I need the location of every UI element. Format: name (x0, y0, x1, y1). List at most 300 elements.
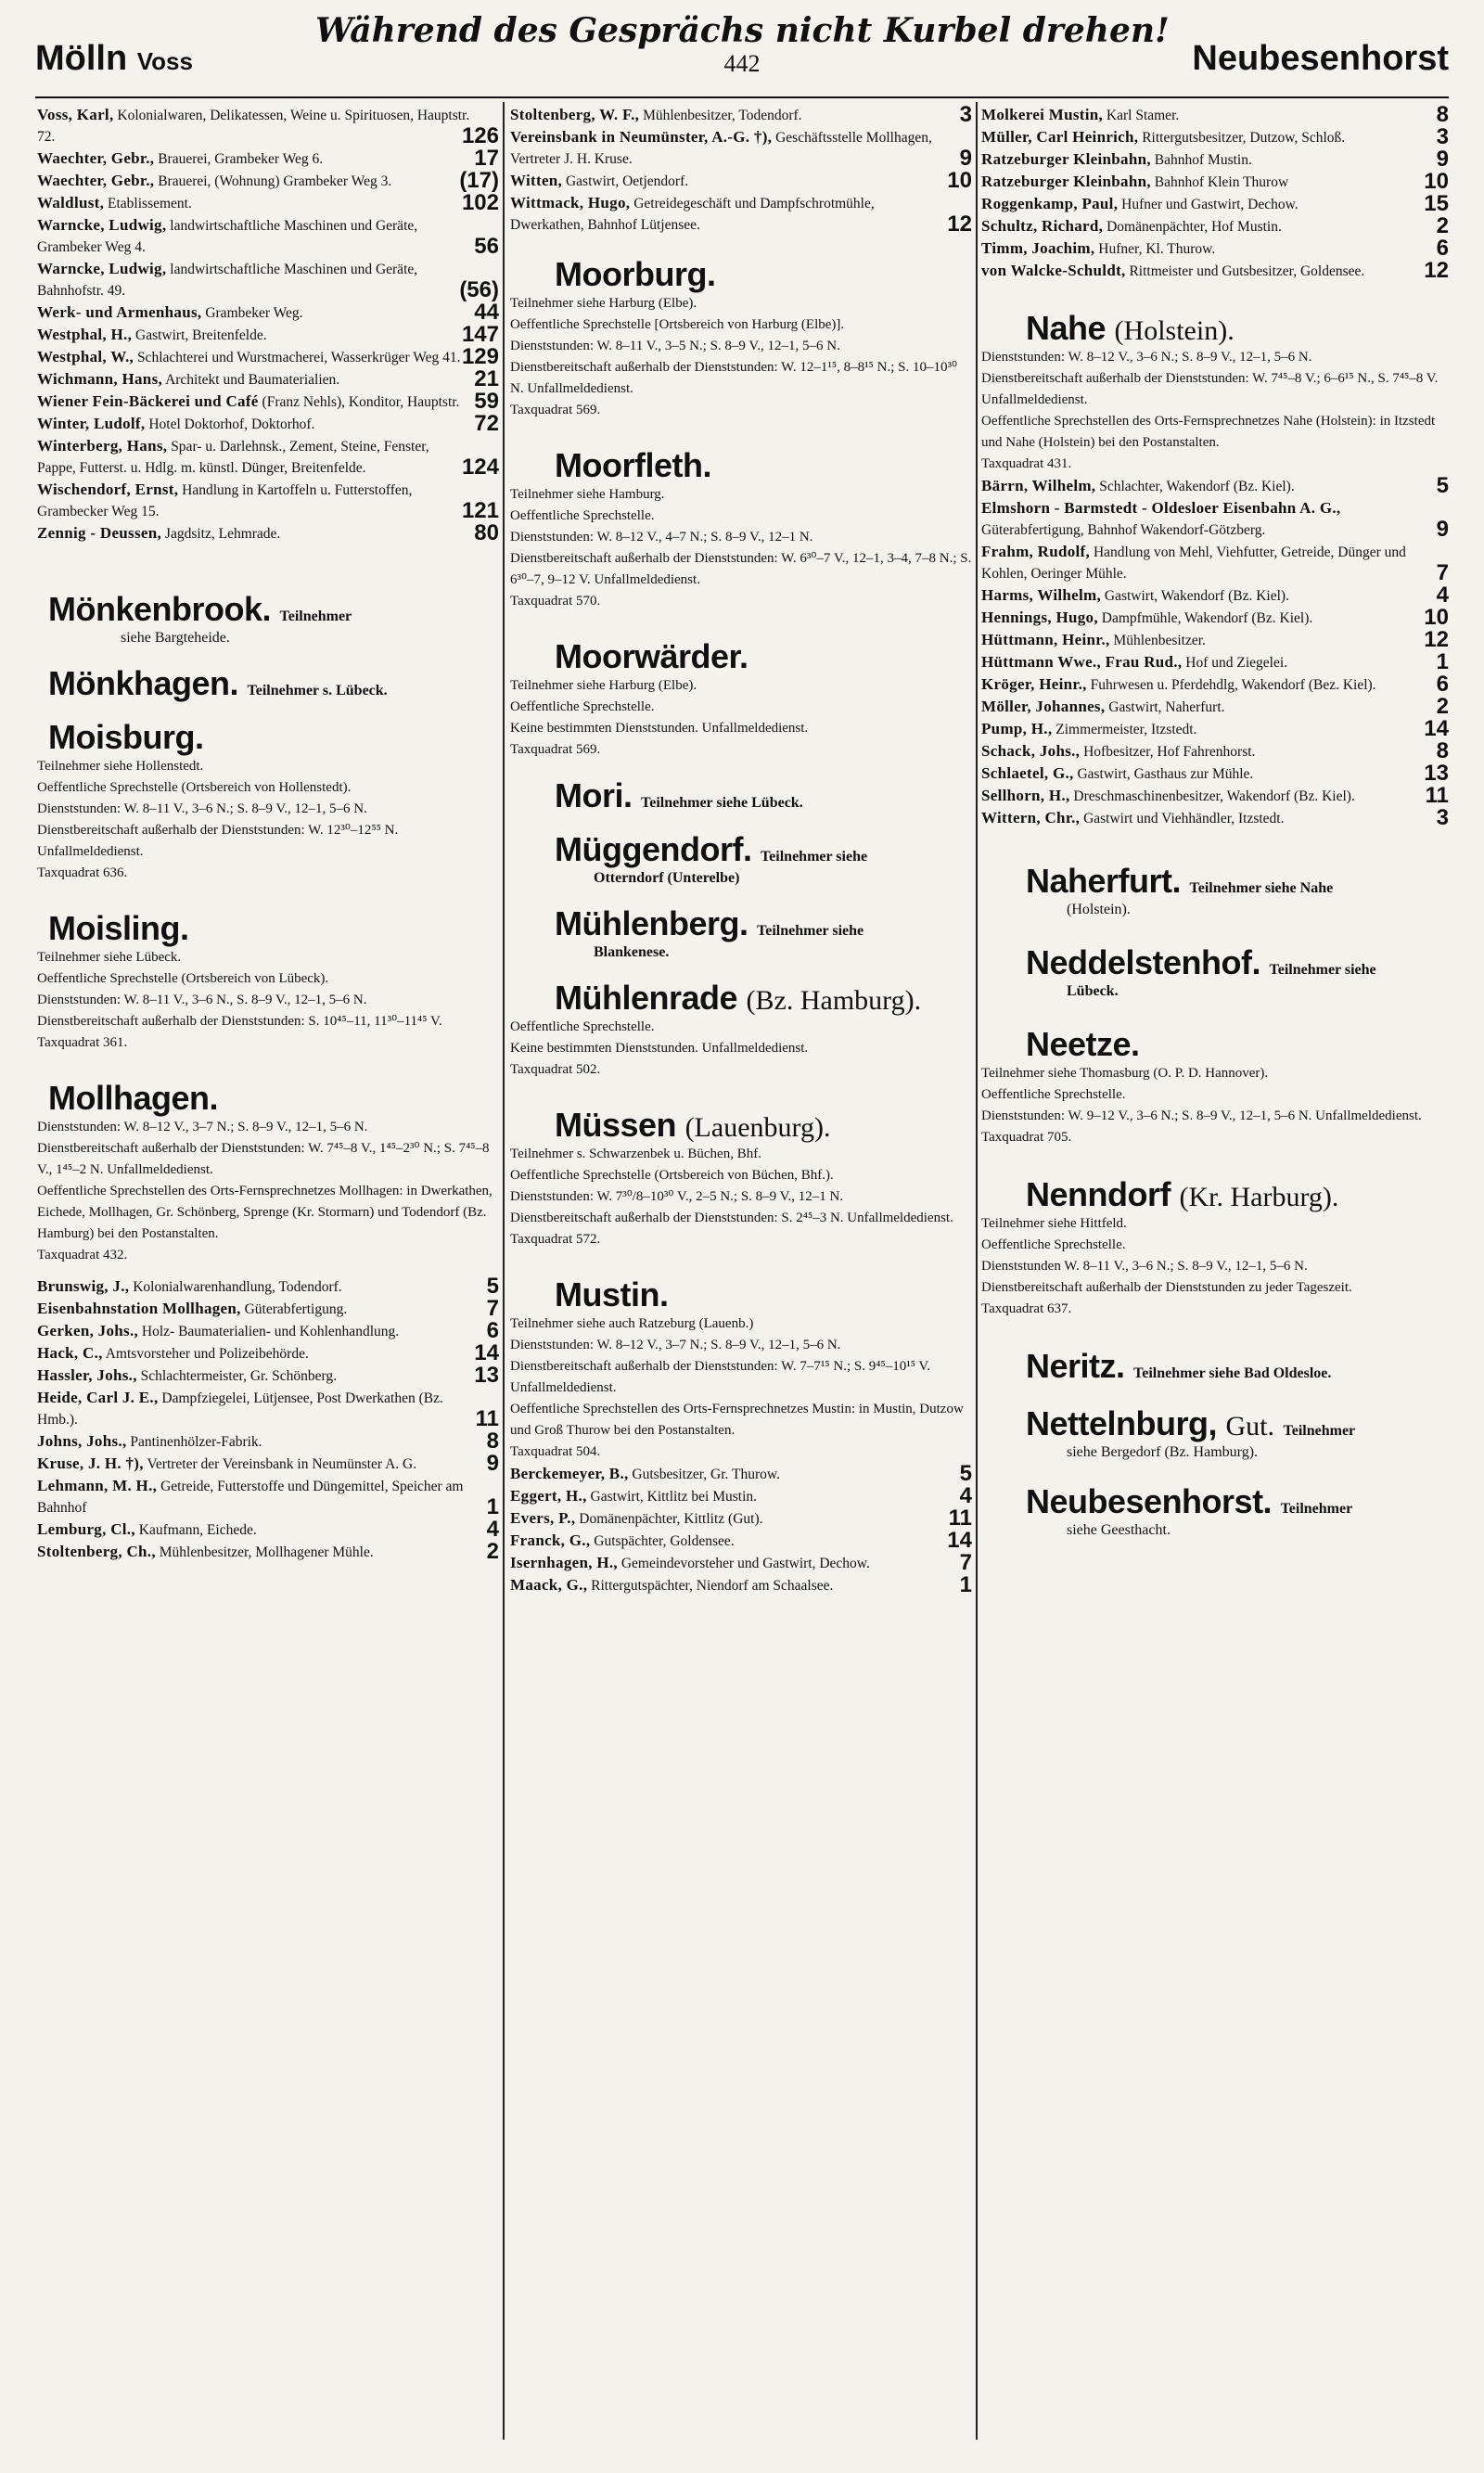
place-qualifier: (Lauenburg). (684, 1112, 831, 1143)
phone-number: 7 (1436, 560, 1449, 585)
subscriber-name: Wittern, Chr., (981, 809, 1081, 826)
service-line: Dienstbereitschaft außerhalb der Dienststunden: W. 7⁴⁵–8 V.; 6–6¹⁵ N., S. 7⁴⁵–8 V. Unfallmeldedienst. (981, 371, 1439, 407)
subscriber-name: Winterberg, Hans, (37, 437, 168, 455)
phone-number: (56) (459, 277, 499, 302)
place-heading: Neetze. (1026, 1025, 1140, 1063)
service-line: Taxquadrat 504. (510, 1444, 601, 1459)
phone-number: 10 (947, 168, 972, 193)
phone-number: 121 (461, 498, 499, 523)
service-line: Dienststunden W. 8–11 V., 3–6 N.; S. 8–9 V., 12–1, 5–6 N. (981, 1259, 1308, 1274)
subscriber-entry (981, 193, 1449, 215)
phone-number: 9 (959, 146, 972, 171)
subscriber-details: Gastwirt und Viehhändler, Itzstedt. (1083, 811, 1285, 826)
phone-number: 2 (1436, 213, 1449, 238)
subscriber-name: Waechter, Gebr., (37, 172, 155, 189)
place-heading: Moisling. (48, 909, 189, 947)
subscriber-details: Schlachterei und Wurstmacherei, Wasserkrüger Weg 41. (136, 350, 461, 365)
service-line: Oeffentliche Sprechstelle. (981, 1087, 1126, 1102)
subscriber-entry (981, 651, 1449, 673)
subscriber-details: Amtsvorsteher und Polizeibehörde. (105, 1346, 309, 1362)
subscriber-details: Handlung von Mehl, Viehfutter, Getreide, Dünger und Kohlen, Oeringer Mühle. (981, 545, 1406, 582)
place-heading (1026, 1483, 1449, 1520)
place-name: Naherfurt. (1026, 862, 1182, 900)
subscriber-details: Etablissement. (108, 196, 192, 211)
subscriber-entry (37, 192, 499, 214)
phone-number: 4 (486, 1517, 499, 1542)
service-line: Oeffentliche Sprechstellen des Orts-Fernsprechnetzes Nahe (Holstein): in Itzstedt und Nahe (Holstein) bei den Postanstalten. (981, 414, 1436, 450)
phone-number: 11 (1425, 783, 1449, 808)
subscriber-name: Wiener Fein-Bäckerei und Café (37, 392, 259, 410)
subscriber-details: Kolonialwaren, Delikatessen, Weine u. Spirituosen, Hauptstr. 72. (37, 108, 470, 145)
place-heading: Moisburg. (48, 718, 204, 756)
phone-number: 126 (461, 123, 499, 148)
subscriber-entry (37, 1342, 499, 1365)
place-heading (555, 1107, 972, 1144)
subscriber-entry (37, 1518, 499, 1541)
subscriber-entry (981, 148, 1449, 171)
subscriber-details: Dampfmühle, Wakendorf (Bz. Kiel). (1101, 610, 1313, 626)
phone-number: 4 (1436, 583, 1449, 608)
service-line: Dienstbereitschaft außerhalb der Dienststunden: W. 12–1¹⁵, 8–8¹⁵ N.; S. 10–10³⁰ N. Unfallmeldedienst. (510, 360, 957, 396)
subscriber-entry (37, 1365, 499, 1387)
phone-number: 13 (1424, 761, 1449, 786)
phone-number: 102 (461, 190, 499, 215)
subscriber-details: Dampfziegelei, Lütjensee, Post Dwerkathen (Bz. Hmb.). (37, 1390, 443, 1428)
subscriber-name: Zennig - Deussen, (37, 524, 162, 542)
service-line: Taxquadrat 432. (37, 1248, 128, 1262)
place-name: Nettelnburg, (1026, 1404, 1217, 1442)
phone-number: 6 (1436, 672, 1449, 697)
column-divider (976, 102, 978, 2440)
subscriber-details: Mühlenbesitzer. (1113, 633, 1206, 648)
subscriber-entry (37, 346, 499, 368)
place-note: Teilnehmer siehe (1269, 962, 1376, 978)
subscriber-entry (981, 171, 1449, 193)
service-line: Teilnehmer siehe Thomasburg (O. P. D. Hannover). (981, 1066, 1269, 1081)
place-name: Nenndorf (1026, 1175, 1171, 1213)
subscriber-details: Holz- Baumaterialien- und Kohlenhandlung. (141, 1324, 400, 1339)
place-name: Mönkenbrook. (48, 590, 272, 628)
subscriber-entry (37, 413, 499, 435)
phone-number: 7 (486, 1296, 499, 1321)
phone-number: 72 (474, 411, 499, 436)
subscriber-entry (37, 214, 499, 258)
place-note: Teilnehmer siehe Lübeck. (641, 795, 803, 811)
service-line: Dienststunden: W. 8–12 V., 3–7 N.; S. 8–9 V., 12–1, 5–6 N. (37, 1120, 368, 1134)
place-name: Neddelstenhof. (1026, 943, 1261, 981)
service-line: Taxquadrat 569. (510, 742, 601, 757)
subscriber-name: Timm, Joachim, (981, 239, 1095, 257)
subscriber-details: (Franz Nehls), Konditor, Hauptstr. (262, 394, 460, 410)
subscriber-details: Gutspächter, Goldensee. (594, 1533, 735, 1549)
subscriber-name: Waechter, Gebr., (37, 149, 155, 167)
service-line: Dienstbereitschaft außerhalb der Dienststunden: S. 10⁴⁵–11, 11³⁰–11⁴⁵ V. (37, 1014, 442, 1029)
subscriber-entry (981, 475, 1449, 497)
subscriber-details: Schlachter, Wakendorf (Bz. Kiel). (1099, 479, 1295, 494)
phone-number: 13 (474, 1363, 499, 1388)
subscriber-name: Schultz, Richard, (981, 217, 1104, 235)
place-name: Mönkhagen. (48, 664, 239, 702)
place-heading (1026, 1405, 1449, 1442)
column-divider (503, 102, 505, 2440)
place-note: Teilnehmer siehe Nahe (1189, 880, 1334, 896)
subscriber-name: Winter, Ludolf, (37, 415, 146, 432)
phone-number: 8 (1436, 738, 1449, 763)
subscriber-name: Hennings, Hugo, (981, 609, 1098, 626)
subscriber-name: Frahm, Rudolf, (981, 543, 1091, 560)
column-3 (981, 104, 1449, 1541)
subscriber-entry (981, 607, 1449, 629)
service-line: Teilnehmer siehe auch Ratzeburg (Lauenb.) (510, 1316, 754, 1331)
subscriber-entry (37, 301, 499, 324)
subscriber-name: Kröger, Heinr., (981, 675, 1087, 693)
service-line: Dienstbereitschaft außerhalb der Dienststunden: W. 12³⁰–12⁵⁵ N. Unfallmeldedienst. (37, 823, 399, 859)
service-line: Taxquadrat 705. (981, 1130, 1072, 1145)
service-line: Taxquadrat 502. (510, 1062, 601, 1077)
place-heading (555, 980, 972, 1017)
subscriber-entry (37, 1298, 499, 1320)
subscriber-entry (981, 104, 1449, 126)
header-rule (35, 96, 1449, 98)
subscriber-entry (981, 237, 1449, 260)
subscriber-details: Hufner, Kl. Thurow. (1098, 241, 1216, 257)
subscriber-entry (981, 497, 1449, 541)
place-note: Teilnehmer (279, 609, 352, 624)
phone-number: 12 (1424, 258, 1449, 283)
subscriber-entry (981, 718, 1449, 740)
header-place-sub: Voss (136, 47, 193, 75)
place-heading (1026, 1348, 1449, 1385)
subscriber-entry (37, 1475, 499, 1518)
subscriber-details: Pantinenhölzer-Fabrik. (130, 1434, 262, 1450)
subscriber-entry (37, 104, 499, 147)
place-heading (1026, 944, 1449, 981)
header-place: Mölln (35, 39, 128, 78)
phone-number: 11 (948, 1506, 972, 1531)
service-line: Dienststunden: W. 8–11 V., 3–6 N., S. 8–9 V., 12–1, 5–6 N. (37, 993, 367, 1007)
place-heading (555, 831, 972, 868)
phone-number: 8 (1436, 102, 1449, 127)
subscriber-details: Gastwirt, Breitenfelde. (135, 327, 267, 343)
subscriber-entry (37, 147, 499, 170)
subscriber-name: Westphal, H., (37, 326, 133, 343)
service-line: Teilnehmer siehe Lübeck. (37, 950, 182, 965)
subscriber-name: Harms, Wilhelm, (981, 586, 1102, 604)
subscriber-name: Ratzeburger Kleinbahn, (981, 173, 1151, 190)
subscriber-entry (37, 522, 499, 545)
subscriber-details: Gutsbesitzer, Gr. Thurow. (632, 1467, 780, 1482)
phone-number: 14 (1424, 716, 1449, 741)
subscriber-name: Isernhagen, H., (510, 1554, 618, 1571)
place-heading (48, 665, 499, 702)
subscriber-name: Wittmack, Hugo, (510, 194, 631, 211)
subscriber-entry (981, 762, 1449, 785)
subscriber-name: Wichmann, Hans, (37, 370, 163, 388)
subscriber-details: Hof und Ziegelei. (1185, 655, 1288, 671)
subscriber-entry (37, 1453, 499, 1475)
subscriber-name: Lemburg, Cl., (37, 1520, 135, 1538)
subscriber-entry (510, 192, 972, 236)
subscriber-name: Bärrn, Wilhelm, (981, 477, 1096, 494)
service-line: Oeffentliche Sprechstellen des Orts-Fernsprechnetzes Mustin: in Mustin, Dutzow und Groß Thurow bei den Postanstalten. (510, 1402, 964, 1438)
place-heading (1026, 1176, 1449, 1213)
place-heading: Moorwärder. (555, 637, 748, 675)
phone-number: (17) (459, 168, 499, 193)
subscriber-details: Jagdsitz, Lehmrade. (164, 526, 281, 542)
place-note: siehe Geesthacht. (1067, 1522, 1171, 1538)
subscriber-details: Zimmermeister, Itzstedt. (1055, 722, 1197, 737)
place-name: Müggendorf. (555, 830, 752, 868)
service-line: Teilnehmer siehe Hittfeld. (981, 1216, 1127, 1231)
phone-number: 5 (959, 1461, 972, 1486)
subscriber-details: Architekt und Baumaterialien. (165, 372, 340, 388)
subscriber-entry (981, 807, 1449, 829)
phone-number: 56 (474, 234, 499, 259)
subscriber-entry (981, 696, 1449, 718)
phone-number: 1 (1436, 649, 1449, 674)
phone-number: 10 (1424, 605, 1449, 630)
subscriber-details: Rittmeister und Gutsbesitzer, Goldensee. (1129, 263, 1365, 279)
subscriber-details: Hotel Doktorhof, Doktorhof. (148, 416, 315, 432)
subscriber-details: Getreidegeschäft und Dampfschrotmühle, Dwerkathen, Bahnhof Lütjensee. (510, 196, 875, 233)
service-line: Oeffentliche Sprechstelle. (510, 1019, 655, 1034)
subscriber-name: Franck, G., (510, 1531, 591, 1549)
phone-number: 2 (1436, 694, 1449, 719)
service-line: Keine bestimmten Dienststunden. Unfallmeldedienst. (510, 721, 809, 736)
subscriber-name: Berckemeyer, B., (510, 1465, 629, 1482)
service-line: Dienststunden: W. 8–12 V., 3–7 N.; S. 8–9 V., 12–1, 5–6 N. (510, 1338, 841, 1352)
subscriber-entry (37, 368, 499, 391)
place-name: Neubesenhorst. (1026, 1482, 1273, 1520)
service-line: Taxquadrat 636. (37, 865, 128, 880)
subscriber-details: Hufner und Gastwirt, Dechow. (1121, 197, 1298, 212)
subscriber-name: Warncke, Ludwig, (37, 260, 167, 277)
subscriber-entry (37, 391, 499, 413)
phone-number: 8 (486, 1429, 499, 1454)
subscriber-details: Geschäftsstelle Mollhagen, Vertreter J. H. Kruse. (510, 130, 932, 167)
subscriber-details: Brauerei, (Wohnung) Grambeker Weg 3. (158, 173, 392, 189)
service-line: Keine bestimmten Dienststunden. Unfallmeldedienst. (510, 1041, 809, 1056)
subscriber-entry (981, 740, 1449, 762)
subscriber-name: Waldlust, (37, 194, 105, 211)
subscriber-details: Gastwirt, Gasthaus zur Mühle. (1077, 766, 1254, 782)
subscriber-details: Domänenpächter, Kittlitz (Gut). (579, 1511, 763, 1527)
page-header (0, 0, 1484, 102)
place-heading: Mollhagen. (48, 1079, 218, 1117)
place-note: Teilnehmer siehe (760, 849, 868, 865)
phone-number: 147 (461, 322, 499, 347)
subscriber-entry (37, 1430, 499, 1453)
place-heading (48, 591, 499, 628)
subscriber-entry (981, 584, 1449, 607)
place-name: Müssen (555, 1106, 677, 1144)
phone-number: 4 (959, 1483, 972, 1508)
subscriber-name: Schack, Johs., (981, 742, 1081, 760)
place-heading: Moorfleth. (555, 446, 711, 484)
place-name: Mori. (555, 776, 633, 814)
place-note: siehe Bargteheide. (121, 630, 230, 646)
subscriber-details: Gemeindevorsteher und Gastwirt, Dechow. (620, 1556, 870, 1571)
subscriber-name: Hüttmann, Heinr., (981, 631, 1110, 648)
subscriber-details: Spar- u. Darlehnsk., Zement, Steine, Fenster, Pappe, Futterst. u. Hdlg. m. künstl. Dünger, Breitenfelde. (37, 439, 429, 476)
place-note: (Holstein). (1067, 902, 1131, 917)
subscriber-details: Kolonialwarenhandlung, Todendorf. (133, 1279, 342, 1295)
service-line: Oeffentliche Sprechstelle [Ortsbereich von Harburg (Elbe)]. (510, 317, 845, 332)
subscriber-details: Gastwirt, Naherfurt. (1108, 699, 1225, 715)
place-note: Teilnehmer siehe (757, 923, 864, 939)
service-line: Unfallmeldedienst. (510, 1380, 617, 1395)
service-line: Dienststunden: W. 9–12 V., 3–6 N.; S. 8–9 V., 12–1, 5–6 N. Unfallmeldedienst. (981, 1108, 1422, 1123)
phone-number: 21 (474, 366, 499, 391)
phone-number: 9 (1436, 147, 1449, 172)
service-line: Oeffentliche Sprechstelle (Ortsbereich von Büchen, Bhf.). (510, 1168, 834, 1183)
place-name: Neritz. (1026, 1347, 1125, 1385)
place-heading (1026, 863, 1449, 900)
place-qualifier: (Holstein). (1114, 315, 1235, 346)
subscriber-name: von Walcke-Schuldt, (981, 262, 1126, 279)
subscriber-entry (37, 170, 499, 192)
column-1 (37, 104, 499, 1563)
phone-number: 9 (486, 1451, 499, 1476)
subscriber-details: Rittergutspächter, Niendorf am Schaalsee. (591, 1578, 834, 1594)
subscriber-entry (510, 170, 972, 192)
place-note: Teilnehmer (1283, 1423, 1356, 1439)
subscriber-entry (510, 1530, 972, 1552)
subscriber-details: Bahnhof Klein Thurow (1154, 174, 1289, 190)
subscriber-name: Heide, Carl J. E., (37, 1389, 159, 1406)
place-note: Teilnehmer (1280, 1501, 1353, 1517)
subscriber-entry (510, 1485, 972, 1507)
service-line: Oeffentliche Sprechstellen des Orts-Fernsprechnetzes Mollhagen: in Dwerkathen, Eichede, Mollhagen, Gr. Schönberg, Sprenge (Kr. Stormarn) und Todendorf (Bz. Hamburg) bei den Postanstalten. (37, 1184, 493, 1241)
service-line: Oeffentliche Sprechstelle (Ortsbereich von Lübeck). (37, 971, 329, 986)
subscriber-entry (981, 260, 1449, 282)
subscriber-name: Müller, Carl Heinrich, (981, 128, 1139, 146)
place-name: Mühlenberg. (555, 904, 748, 942)
place-heading: Mustin. (555, 1275, 669, 1313)
service-line: Oeffentliche Sprechstelle. (510, 508, 655, 523)
subscriber-details: Gastwirt, Wakendorf (Bz. Kiel). (1104, 588, 1289, 604)
service-line: Dienstbereitschaft außerhalb der Dienststunden: W. 7–7¹⁵ N.; S. 9⁴⁵–10¹⁵ V. (510, 1359, 931, 1374)
subscriber-name: Warncke, Ludwig, (37, 216, 167, 234)
subscriber-details: Bahnhof Mustin. (1154, 152, 1252, 168)
subscriber-details: Mühlenbesitzer, Todendorf. (643, 108, 802, 123)
service-line: Dienstbereitschaft außerhalb der Dienststunden zu jeder Tageszeit. (981, 1280, 1352, 1295)
subscriber-entry (37, 324, 499, 346)
subscriber-entry (37, 435, 499, 479)
subscriber-name: Lehmann, M. H., (37, 1477, 158, 1494)
phone-number: 3 (1436, 124, 1449, 149)
phone-number: 44 (474, 300, 499, 325)
phone-number: 10 (1424, 169, 1449, 194)
subscriber-entry (981, 785, 1449, 807)
phone-number: 2 (486, 1539, 499, 1564)
subscriber-name: Brunswig, J., (37, 1277, 130, 1295)
subscriber-details: Dreschmaschinenbesitzer, Wakendorf (Bz. Kiel). (1073, 788, 1355, 804)
service-line: Dienstbereitschaft außerhalb der Dienststunden: W. 7⁴⁵–8 V., 1⁴⁵–2³⁰ N.; S. 7⁴⁵–8 V., 1⁴⁵–2 N. Unfallmeldedienst. (37, 1141, 490, 1177)
subscriber-name: Witten, (510, 172, 563, 189)
phone-number: 3 (959, 102, 972, 127)
subscriber-entry (981, 215, 1449, 237)
phone-number: 6 (1436, 236, 1449, 261)
service-line: Taxquadrat 570. (510, 594, 601, 609)
subscriber-name: Stoltenberg, W. F., (510, 106, 640, 123)
subscriber-entry (510, 126, 972, 170)
subscriber-details: Fuhrwesen u. Pferdehdlg, Wakendorf (Bez. Kiel). (1090, 677, 1376, 693)
phone-number: 6 (486, 1318, 499, 1343)
phone-number: 80 (474, 520, 499, 545)
subscriber-details: Karl Stamer. (1106, 108, 1180, 123)
service-line: Teilnehmer siehe Hamburg. (510, 487, 665, 502)
service-line: Oeffentliche Sprechstelle. (981, 1237, 1126, 1252)
column-2 (510, 104, 972, 1596)
service-line: Oeffentliche Sprechstelle. (510, 699, 655, 714)
place-note: Blankenese. (594, 944, 670, 960)
subscriber-name: Gerken, Johs., (37, 1322, 139, 1339)
subscriber-details: Güterabfertigung. (244, 1301, 348, 1317)
phone-number: 7 (959, 1550, 972, 1575)
subscriber-details: Rittergutsbesitzer, Dutzow, Schloß. (1142, 130, 1346, 146)
phone-number: 5 (486, 1274, 499, 1299)
subscriber-entry (510, 1507, 972, 1530)
place-qualifier: (Bz. Hamburg). (746, 985, 922, 1016)
subscriber-name: Ratzeburger Kleinbahn, (981, 150, 1151, 168)
subscriber-entry (981, 673, 1449, 696)
place-heading (1026, 310, 1449, 347)
subscriber-details: Vertreter der Vereinsbank in Neumünster A. G. (147, 1456, 417, 1472)
phone-number: 1 (959, 1572, 972, 1597)
subscriber-entry (510, 1463, 972, 1485)
place-heading: Moorburg. (555, 255, 716, 293)
place-heading (555, 905, 972, 942)
subscriber-name: Sellhorn, H., (981, 787, 1070, 804)
subscriber-entry (981, 126, 1449, 148)
subscriber-entry (37, 1541, 499, 1563)
subscriber-name: Werk- und Armenhaus, (37, 303, 202, 321)
phone-number: 9 (1436, 517, 1449, 542)
service-line: Taxquadrat 572. (510, 1232, 601, 1247)
phone-number: 129 (461, 344, 499, 369)
header-left (35, 39, 193, 79)
subscriber-details: Güterabfertigung, Bahnhof Wakendorf-Götzberg. (981, 522, 1266, 538)
service-line: Teilnehmer siehe Hollenstedt. (37, 759, 204, 774)
subscriber-name: Elmshorn - Barmstedt - Oldesloer Eisenbahn A. G., (981, 499, 1341, 517)
place-name: Nahe (1026, 309, 1107, 347)
service-line: Dienstbereitschaft außerhalb der Dienststunden: W. 6³⁰–7 V., 12–1, 3–4, 7–8 N.; S. 6³⁰–7, 9–12 V. Unfallmeldedienst. (510, 551, 972, 587)
subscriber-entry (37, 1320, 499, 1342)
place-name: Mühlenrade (555, 979, 738, 1017)
subscriber-name: Molkerei Mustin, (981, 106, 1104, 123)
subscriber-details: landwirtschaftliche Maschinen und Geräte, Bahnhofstr. 49. (37, 262, 418, 299)
subscriber-entry (981, 541, 1449, 584)
subscriber-details: Kaufmann, Eichede. (138, 1522, 257, 1538)
subscriber-name: Kruse, J. H. †), (37, 1454, 144, 1472)
place-note: siehe Bergedorf (Bz. Hamburg). (1067, 1444, 1259, 1460)
phone-number: 12 (1424, 627, 1449, 652)
subscriber-details: Gastwirt, Kittlitz bei Mustin. (590, 1489, 758, 1505)
service-line: Teilnehmer siehe Harburg (Elbe). (510, 678, 697, 693)
subscriber-name: Voss, Karl, (37, 106, 114, 123)
subscriber-details: Handlung in Kartoffeln u. Futterstoffen, Grambecker Weg 15. (37, 482, 413, 519)
subscriber-name: Hüttmann Wwe., Frau Rud., (981, 653, 1183, 671)
service-line: Taxquadrat 361. (37, 1035, 128, 1050)
service-line: Dienststunden: W. 7³⁰/8–10³⁰ V., 2–5 N.; S. 8–9 V., 12–1 N. (510, 1189, 844, 1204)
subscriber-name: Vereinsbank in Neumünster, A.-G. †), (510, 128, 773, 146)
service-line: Dienststunden: W. 8–11 V., 3–6 N.; S. 8–9 V., 12–1, 5–6 N. (37, 801, 367, 816)
service-line: Teilnehmer s. Schwarzenbek u. Büchen, Bhf. (510, 1147, 761, 1161)
phone-number: 59 (474, 389, 499, 414)
subscriber-details: Brauerei, Grambeker Weg 6. (158, 151, 324, 167)
place-heading (555, 777, 972, 814)
